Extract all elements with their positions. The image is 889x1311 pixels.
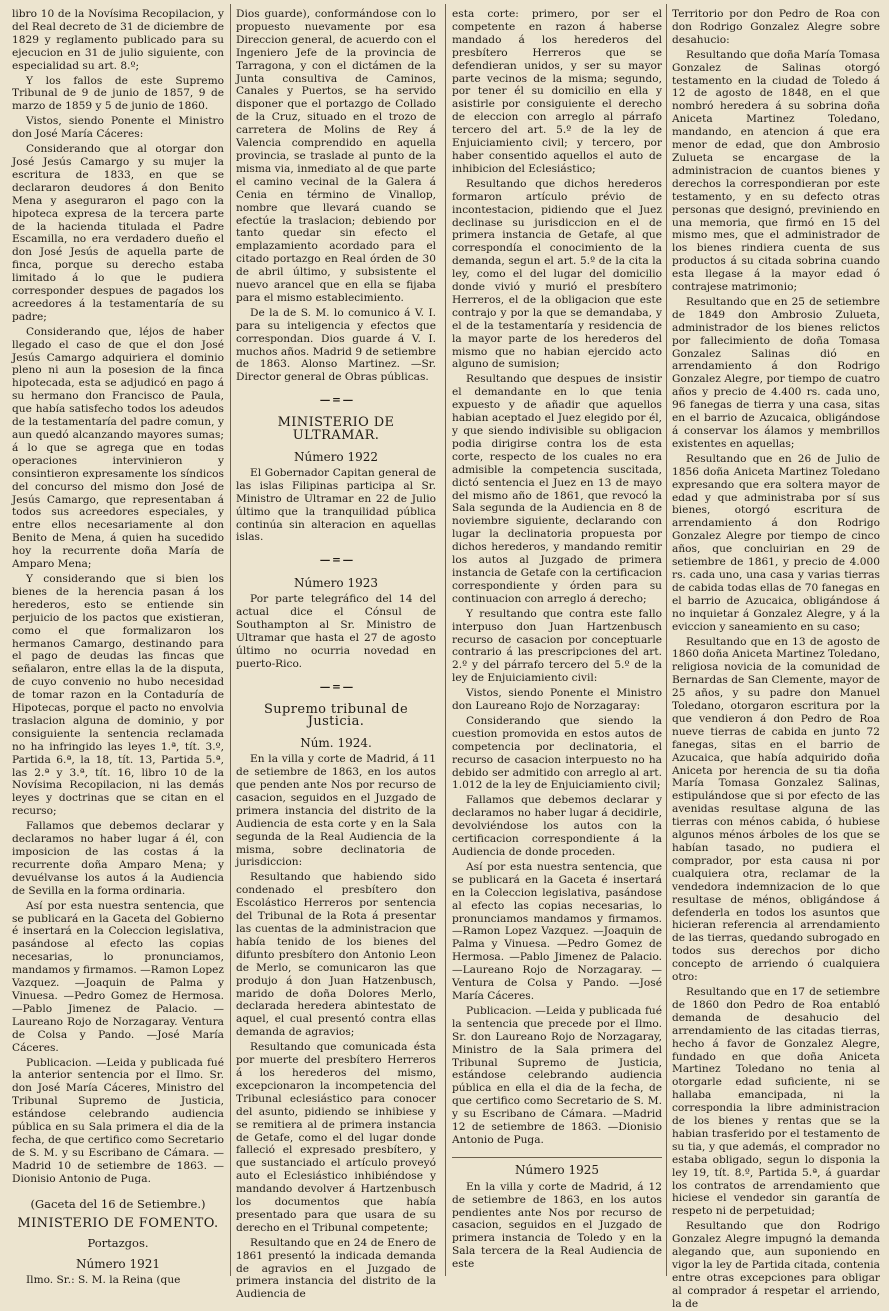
paragraph: Vistos, siendo Ponente el Ministro don José María Cáceres: bbox=[12, 115, 224, 141]
paragraph: Y los fallos de este Supremo Tribunal de 9 de junio de 1857, 9 de marzo de 1859 y 5 de junio de 1860. bbox=[12, 74, 224, 113]
column-rule bbox=[666, 4, 667, 1276]
paragraph: Fallamos que debemos declarar y declaramos no haber lugar á él, con imposicion de las costas á la recurrente doña Amparo Mena; y devuélvanse los autos á la Audiencia de Sevilla en la forma ordinaria. bbox=[12, 820, 224, 897]
separator: — = — bbox=[319, 554, 353, 567]
paragraph: Considerando que, léjos de haber llegado el caso de que el don José Jesús Camargo adquiriera el dominio pleno ni aun la posesion de la finca hipotecada, esta se adjudicó en pago á su hermano don Francisco de Paula, que había satisfecho todos los adeudos de la testamentaría del padre comun, y aun quedó alcanzando mayores sumas; á lo que se agrega que en todas operaciones intervinieron y consintieron expresamente los síndicos del concurso del mismo don José de Jesús Camargo, que representaban á todos sus acreedores especiales, y entre ellos necesariamente al don Benito de Mena, á quien ha sucedido hoy la recurrente doña María de Amparo Mena; bbox=[12, 325, 224, 571]
separator: — = — bbox=[319, 680, 353, 693]
paragraph: Así por esta nuestra sentencia, que se publicará en la Gaceta é insertará en la Coleccion legislativa, pasándose al efecto las copias necesarias, lo pronunciamos mandamos y firmamos. —Ramon Lopez Vazquez. —Joaquin de Palma y Vinuesa. —Pedro Gomez de Hermosa. —Pablo Jimenez de Palacio. —Laureano Rojo de Norzagaray. —Ventura de Colsa y Pando. —José María Cáceres. bbox=[452, 860, 662, 1002]
paragraph: Ilmo. Sr.: S. M. la Reina (que bbox=[26, 1274, 181, 1287]
paragraph: Resultando que en 13 de agosto de 1860 doña Aniceta Martinez Toledano, religiosa novicia de la comunidad de Bernardas de San Clemente, mayor de 25 años, y su padre don Manuel Toledano, otorgaron escritura por la que vendieron á don Pedro de Roa nueve tierras de cabida en junto 72 fanegas, sitas en el barrio de Azucaica, que había adquirido doña Aniceta por herencia de su tia doña María Tomasa Gonzalez Salinas, estipulándose que si por efecto de las avenidas resultase alguna de las tierras con ménos cabida, ó hubiese algunos ménos árboles de los que se habían tasado, no pudiera el comprador, por esta causa ni por cualquiera otra, reclamar de la vendedora indemnizacion de lo que resultase de ménos, obligándose á defenderla en todos los asuntos que hicieran referencia al arrendamiento de las tierras, quedando subrogado en todos sus derechos por dicho concepto de arriendo ó cualquiera otro: bbox=[672, 635, 880, 984]
section-heading: Supremo tribunal de Justicia. bbox=[263, 701, 409, 730]
column-2 bbox=[236, 8, 436, 1301]
paragraph: libro 10 de la Novísima Recopilacion, y del Real decreto de 31 de diciembre de 1829 y reglamento publicado para su ejecucion en 31 de julio siguiente, con especialidad su art. 8.º; bbox=[12, 8, 224, 72]
paragraph: Considerando que siendo la cuestion promovida en estos autos de competencia por declinatoria, el recurso de casacion interpuesto no ha debido ser admitido con arreglo al art. 1.012 de la ley de Enjuiciamiento civil; bbox=[452, 714, 662, 792]
paragraph: Publicacion. —Leida y publicada fué la anterior sentencia por el Ilmo. Sr. don José María Cáceres, Ministro del Tribunal Supremo de Justicia, estándose celebrando audiencia pública en su Sala primera el dia de la fecha, de que certifico como Secretario de S. M. y su Escribano de Cámara. —Madrid 10 de setiembre de 1863. —Dionisio Antonio de Puga. bbox=[12, 1056, 224, 1185]
paragraph: Resultando que en 17 de setiembre de 1860 don Pedro de Roa entabló demanda de desahucio del arrendamiento de las citadas tierras, hecho á favor de Gonzalez Alegre, fundado en que doña Aniceta Martinez Toledano no tenia al otorgarle edad suficiente, ni se hallaba emancipada, ni la correspondia la libre administracion de los bienes y rentas que se la habian trasferido por el testamento de su tia, y que además, el comprador no estaba obligado, segun lo disponia la ley 19, tít. 8.º, Partida 5.ª, á guardar los contratos de arrendamiento que hiciese el vendedor sin garantía de respeto ni de perpetuidad; bbox=[672, 985, 880, 1218]
paragraph: Resultando que doña María Tomasa Gonzalez de Salinas otorgó testamento en la ciudad de Toledo á 12 de agosto de 1848, en el que nombró heredera á su sobrina doña Aniceta Martinez Toledano, mandando, en atencion á que era menor de edad, que don Ambrosio Zulueta se encargase de la administracion de cuantos bienes y derechos la correspondieran por este testamento, y en su defecto otras personas que designó, previniendo en una memoria, que firmó en 15 del mismo mes, que el administrador de los bienes rindiera cuenta de sus productos á su citada sobrina cuando esta llegase á la mayor edad ó contrajese matrimonio; bbox=[672, 48, 880, 294]
paragraph: Resultando que dichos herederos formaron artículo prévio de incontestacion, pidiendo que el Juez declinase su jurisdiccion en el de primera instancia de Getafe, al que correspondía el conocimiento de la demanda, segun el art. 5.º de la cita la ley, como el del lugar del domicilio donde vivió y murió el presbítero Herreros, el de la obligacion que este contrajo y por la que se demandaba, y el de la testamentaría y residencia de la mayor parte de los herederos del mismo que no habian ejercido acto alguno de sumision; bbox=[452, 177, 662, 371]
section-subheading: Portazgos. bbox=[87, 1236, 149, 1251]
paragraph: Por parte telegráfico del 14 del actual dice el Cónsul de Southampton al Sr. Ministro de Ultramar que hasta el 27 de agosto último no ocurria novedad en puerto-Rico. bbox=[236, 593, 436, 670]
paragraph: Y considerando que si bien los bienes de la herencia pasan á los herederos, esto se entiende sin perjuicio de los pactos que existieran, como el que formalizaron los hermanos Camargo, destinando para el pago de deudas las fincas que señalaron, entre ellas la de la disputa, de cuyo convenio no hubo necesidad de tomar razon en la Contaduría de Hipotecas, porque el pacto no envolvia traslacion alguna de dominio, y por consiguiente la sentencia reclamada no ha infringido las leyes 1.ª, tít. 3.º, Partida 6.ª, la 18, tít. 13, Partida 5.ª, las 2.ª y 3.ª, tít. 16, libro 10 de la Novísima Recopilacion, ni las demás leyes y doctrinas que se citan en el recurso; bbox=[12, 572, 224, 818]
paragraph: Dios guarde), conformándose con lo propuesto nuevamente por esa Direccion general, de acuerdo con el Ingeniero Jefe de la provincia de Tarragona, y con el dictámen de la Junta consultiva de Caminos, Canales y Puertos, se ha servido disponer que el portazgo de Collado de la Cruz, situado en el trozo de carretera de Molins de Rey á Valencia comprendido en aquella provincia, se traslade al punto de la misma via, inmediato al de que parte el camino vecinal de la Galera á Cenia en término de Vinallop, nombre que llevará cuando se efectúe la traslacion; debiendo por tanto quedar sin efecto el emplazamiento acordado para el citado portazgo en Real órden de 30 de abril último, y subsistente el nuevo arancel que en ella se fijaba para el mismo establecimiento. bbox=[236, 8, 436, 304]
paragraph: El Gobernador Capitan general de las islas Filipinas participa al Sr. Ministro de Ultramar en 22 de Julio último que la tranquilidad pública continúa sin alteracion en aquellas islas. bbox=[236, 466, 436, 544]
column-rule bbox=[230, 4, 231, 1276]
paragraph: Resultando que en 24 de Enero de 1861 presentó la indicada demanda de agravios en el Juzgado de primera instancia del distrito de la Audiencia de bbox=[236, 1236, 436, 1301]
gazette-date-note: (Gaceta del 16 de Setiembre.) bbox=[30, 1196, 206, 1211]
paragraph: Fallamos que debemos declarar y declaramos no haber lugar á decidirle, devolviéndose los autos con la certificacion correspondiente á la Audiencia de donde proceden. bbox=[452, 794, 662, 858]
item-number: Número 1922 bbox=[293, 450, 379, 464]
paragraph: En la villa y corte de Madrid, á 12 de setiembre de 1863, en los autos pendientes ante Nos por recurso de casacion, seguidos en el Juzgado de primera instancia de Toledo y en la Sala tercera de la Real Audiencia de este bbox=[452, 1180, 662, 1271]
column-rule bbox=[445, 4, 446, 1276]
paragraph: En la villa y corte de Madrid, á 11 de setiembre de 1863, en los autos que penden ante Nos por recurso de casacion, seguidos en el Juzgado de primera instancia del distrito de la Audiencia de esta corte y en la Sala segunda de la Real Audiencia de la misma, sobre declinatoria de jurisdiccion: bbox=[236, 753, 436, 869]
paragraph: Resultando que don Rodrigo Gonzalez Alegre impugnó la demanda alegando que, aun suponiendo en vigor la ley de Partida citada, contenia entre otras excepciones para obligar al comprador á respetar el arriendo, la de bbox=[672, 1220, 880, 1310]
item-number: Número 1925 bbox=[452, 1157, 662, 1177]
section-heading: MINISTERIO DE ULTRAMAR. bbox=[277, 415, 395, 444]
item-number: Núm. 1924. bbox=[300, 736, 372, 751]
paragraph: Resultando que despues de insistir el demandante en lo que tenia expuesto y de añadir que aquellos habian aceptado el Juez elegido por él, y que siendo indivisible su obligacion podia dirigirse contra los de esta corte, respecto de los cuales no era admisible la competencia suscitada, dictó sentencia el Juez en 13 de mayo del mismo año de 1861, que revocó la Sala segunda de la Audiencia en 8 de noviembre siguiente, declarando con lugar la declinatoria propuesta por dichos herederos, y mandando remitir los autos al Juzgado de primera instancia de Getafe con la certificacion correspondiente y órden para su continuacion con arreglo á derecho; bbox=[452, 373, 662, 605]
paragraph: Así por esta nuestra sentencia, que se publicará en la Gaceta del Gobierno é insertará en la Coleccion legislativa, pasándose al efecto las copias necesarias, lo pronunciamos, mandamos y firmamos. —Ramon Lopez Vazquez. —Joaquin de Palma y Vinuesa. —Pedro Gomez de Hermosa. —Pablo Jimenez de Palacio. —Laureano Rojo de Norzagaray. Ventura de Colsa y Pando. —José María Cáceres. bbox=[12, 899, 224, 1054]
column-4 bbox=[672, 8, 880, 1310]
paragraph: Considerando que al otorgar don José Jesús Camargo y su mujer la escritura de 1833, en que se declararon deudores á don Benito Mena y aseguraron el pago con la hipoteca expresa de la tercera parte de la hacienda titulada el Padre Escamilla, no era verdadero dueño el don José Jesús de aquella parte de finca, porque su derecho estaba limitado á lo que le pudiera corresponder despues de pagados los acreedores á la testamentaría de su padre; bbox=[12, 143, 224, 323]
paragraph: Resultando que comunicada ésta por muerte del presbítero Herreros á los herederos del mismo, excepcionaron la incompetencia del Tribunal eclesiástico para conocer del asunto, pidiendo se inhibiese y se remitiera al de primera instancia de Getafe, como el del lugar donde falleció el expresado presbítero, y que sustanciado el artículo proveyó auto el Eclesiástico inhibiéndose y mandando devolver á Hartzenbusch los documentos que había presentado para que usara de su derecho en el Tribunal competente; bbox=[236, 1041, 436, 1234]
separator: — = — bbox=[319, 394, 353, 407]
item-number: Número 1923 bbox=[293, 576, 379, 591]
column-3 bbox=[452, 8, 662, 1274]
paragraph: Vistos, siendo Ponente el Ministro don Laureano Rojo de Norzagaray: bbox=[452, 687, 662, 713]
paragraph: Resultando que habiendo sido condenado el presbítero don Escolástico Herreros por sentencia del Tribunal de la Rota á presentar las cuentas de la administracion que había tenido de los bienes del difunto presbítero don Antonio Leon de Merlo, se comunicaron las que produjo á don Juan Hatzenbusch, marido de doña Dolores Merlo, declarada heredera abintestato de aquel, el cual presentó contra ellas demanda de agravios; bbox=[236, 871, 436, 1039]
paragraph: Publicacion. —Leida y publicada fué la sentencia que precede por el Ilmo. Sr. don Laureano Rojo de Norzagaray, Ministro de la Sala primera del Tribunal Supremo de Justicia, estándose celebrando audiencia pública en ella el dia de la fecha, de que certifico como Secretario de S. M. y su Escribano de Cámara. —Madrid 12 de setiembre de 1863. —Dionisio Antonio de Puga. bbox=[452, 1004, 662, 1146]
section-heading: MINISTERIO DE FOMENTO. bbox=[17, 1216, 219, 1232]
item-number: Número 1921 bbox=[75, 1257, 161, 1272]
paragraph: Resultando que en 26 de Julio de 1856 doña Aniceta Martinez Toledano expresando que era soltera mayor de edad y que administraba por sí sus bienes, otorgó escritura de arrendamiento á don Rodrigo Gonzalez Alegre por tiempo de cinco años, que concluirian en 29 de setiembre de 1861, y precio de 4.000 rs. cada uno, una casa y varias tierras de cabida todas ellas de 70 fanegas en el barrio de Azucaica, obligándose á no inquietar á Gonzalez Alegre, y á la eviccion y saneamiento en su caso; bbox=[672, 452, 880, 633]
paragraph: esta corte: primero, por ser el competente en razon á haberse mandado á los herederos del presbítero Herreros que se defendieran unidos, y ser su mayor parte vecinos de la misma; segundo, por tener él su domicilio en ella y asistirle por consiguiente el derecho de eleccion con arreglo al párrafo tercero del art. 5.º de la ley de Enjuiciamiento civil; y tercero, por haber consentido aquellos el auto de inhibicion del Eclesiástico; bbox=[452, 8, 662, 175]
paragraph: Territorio por don Pedro de Roa con don Rodrigo Gonzalez Alegre sobre desahucio: bbox=[672, 8, 880, 46]
paragraph: Y resultando que contra este fallo interpuso don Juan Hartzenbusch recurso de casacion por conceptuarle contrario á las prescripciones del art. 2.º y del párrafo tercero del 5.º de la ley de Enjuiciamiento civil: bbox=[452, 607, 662, 685]
paragraph: De la de S. M. lo comunico á V. I. para su inteligencia y efectos que correspondan. Dios guarde á V. I. muchos años. Madrid 9 de setiembre de 1863. Alonso Martinez. —Sr. Director general de Obras públicas. bbox=[236, 306, 436, 384]
column-1 bbox=[12, 8, 224, 1287]
paragraph: Resultando que en 25 de setiembre de 1849 don Ambrosio Zulueta, administrador de los bienes relictos por fallecimiento de doña Tomasa Gonzalez Salinas dió en arrendamiento á don Rodrigo Gonzalez Alegre, por tiempo de cuatro años y precio de 4.400 rs. cada uno, 96 fanegas de tierra y una casa, sitas en el barrio de Azucaica, obligándose á conservar los álamos y membrillos existentes en aquellas; bbox=[672, 295, 880, 450]
